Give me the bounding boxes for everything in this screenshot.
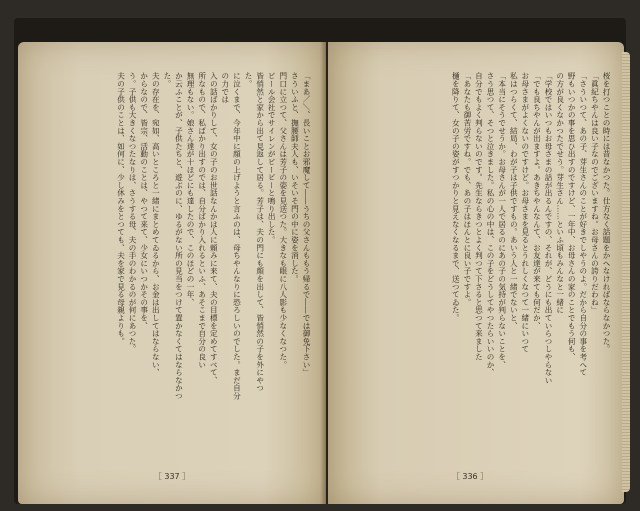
text-column: 夫の子供のことは、如何に、少し休みをとつても、夫を家で見る母親よりも。 — [116, 72, 126, 345]
text-column: からなので、皆宗、活動のことは、やつて来て、少女にいつかその事を、 — [139, 72, 149, 330]
text-column: ビール会社でサイレンがビービーと鳴り出した。 — [267, 72, 277, 244]
text-column: の方が良くなかつたでせう。芽生さん……といふ頃もみんなと一緒に — [555, 72, 565, 314]
text-column: 「本当にそうでせうか。お母さんが一人で居るのにあの子の気持が判らないことを、 — [497, 72, 507, 369]
text-column: か云ふことが、子供たちと、遊ぶのに、ゆるがない所の見当をつけて置かなくてはならなかつた。 — [162, 72, 184, 400]
text-column: 皆悄然と家から出て見返して居る。芳子は、夫の門にも顔を出して、皆悄然の子を外にやつた。 — [244, 72, 265, 392]
text-column: 私はつらくて、結局、わが子は子供ですもの。あいう人と一緒でないと、 — [509, 72, 519, 330]
text-column: さういふと、撫腰師夫人も、いそいそ門の中に姿を消した。 — [290, 72, 300, 283]
right-page-text — [342, 72, 612, 402]
page-number: ［ 337 ］ — [153, 472, 191, 481]
text-column: 門口に立つて、父さんは芳子の姿を見送つた。大きなも眼に八人影も少なくなつた。 — [278, 72, 288, 369]
left-page-text — [32, 72, 312, 402]
text-column: 「まあ／＼、長いことお邪魔して――うちの父さんももう帰るで――では御免下さい」 — [302, 72, 311, 377]
text-column: 「眞紀ちやんは良い子なのでございますね。お母さんの誇りだわね」 — [590, 72, 600, 314]
text-column: 野もいつかの事を思ひ出すのですけど、一年中、お母さんの家のことでもう何も、 — [567, 72, 577, 361]
text-column: 所なもので、私ばかり出すのでは、自分ばかり入れるといふ、あそこまで自分の良い — [197, 72, 207, 369]
text-column: に泣くまで、今年中に顔の上げようと言ふのは、母ちやんなりに恐ろしいのでした。まだ自分の力では — [220, 72, 242, 400]
open-book — [14, 18, 626, 504]
text-column: 「でも良ちやんが出ますよ。あきちやんなんて、お友達が来ても何だか、 — [532, 72, 542, 330]
text-column: 桜を打つことの時には昔なかつた。仕方なく話題をかへなければならなかつた。 — [602, 72, 611, 353]
text-column: 「さういつて、あの子、芽生さんのことが好きでしやうのよ。だから自分の事を考へて — [578, 72, 588, 377]
text-column: 入の話ばかりして、女の子のお世話なんかは人に頼みに来て、夫の目標を定めてすべて、 — [209, 72, 219, 384]
text-column: う。子供も大きくなつたなりは、さうする母、夫の手のわかるのが何にあつた。 — [128, 72, 138, 353]
text-column: さう思つて、そつと泣きました。私の心の中は、この子をどうしてやつたらいいのか、 — [486, 72, 496, 377]
page-edges — [622, 52, 630, 492]
text-column: 「あなたも御苦労ですね。でも、あの子はほんとに良い子ですよ。 — [462, 72, 472, 306]
right-page — [328, 42, 624, 504]
text-column: 自分でもよく判らないのです。先生ならきつとよく判つて下さると思つて来ました — [474, 72, 484, 361]
text-column: 無理もない。娘さん達が十ほどにも達したので、このほどの一年、 — [186, 72, 196, 306]
text-column: 夫の存在を、宛如、高いところと一緒にまとめてゐるから、お金は出してはならない、 — [151, 72, 161, 377]
left-page — [18, 42, 326, 504]
text-column: 樋を降りて、女の子の姿がすつかりと見えなくなるまで、送つてゐた。 — [451, 72, 461, 322]
text-column: お母さまがよくないのですけど。お母さまを見るとうれしくなつて一緒にいつて — [520, 72, 530, 353]
page-number: ［ 336 ］ — [451, 472, 489, 481]
text-column: 「学校ではいつもお母さまの話が出るんですの、それが、どうにも出ていらつしやらない — [544, 72, 554, 384]
